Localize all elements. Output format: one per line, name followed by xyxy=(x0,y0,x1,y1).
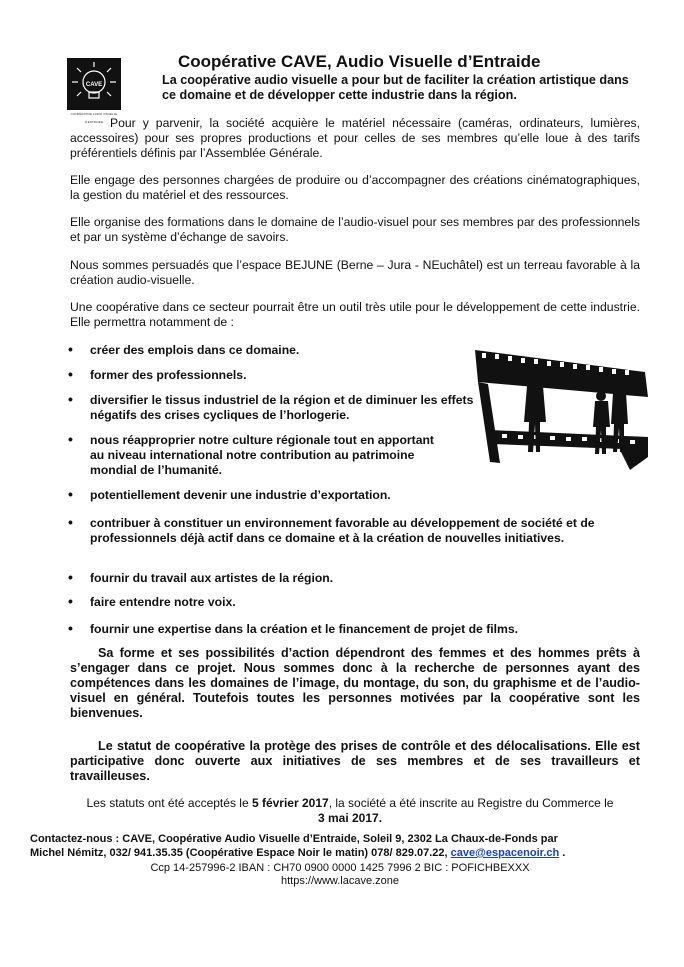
list-item-text: potentiellement devenir une industrie d’exportation. xyxy=(90,488,391,502)
svg-text:CAVE: CAVE xyxy=(85,82,103,88)
paragraph-recherche: Sa forme et ses possibilités d’action dépendront des femmes et des hommes prêts à s’engager dans ce projet. Nous sommes donc à la recherche de personnes ayant des compétences dans les domaines de l’image, du montage, du son, du graphisme et de l’audio-visuel en général. Toutefois toutes les personnes motivées par la coopérative sont les bienvenues. xyxy=(70,646,640,720)
logo-caption-text: COOPÉRATIVE AUDIO VISUELLE D'ENTRAIDE xyxy=(70,112,118,124)
bullet-icon: • xyxy=(68,569,73,585)
bullet-icon: • xyxy=(68,341,73,357)
film-strip-illustration xyxy=(470,342,650,472)
list-item-text: fournir une expertise dans la création et le financement de projet de films. xyxy=(90,622,519,636)
paragraph-cooperative: Une coopérative dans ce secteur pourrait être un outil très utile pour le développement de cette industrie. Elle permettra notamment de : xyxy=(70,300,640,329)
list-item-text: créer des emplois dans ce domaine. xyxy=(90,343,300,357)
list-item-text: fournir du travail aux artistes de la région. xyxy=(90,571,334,585)
lightbulb-icon xyxy=(67,58,121,110)
list-item xyxy=(60,343,299,358)
list-item-text: former des professionnels. xyxy=(90,368,247,382)
statuts-note xyxy=(50,796,650,826)
list-item xyxy=(60,433,450,478)
statuts-end: . xyxy=(378,811,383,825)
statuts-text: Les statuts ont été acceptés le xyxy=(86,796,252,810)
paragraph-materiel: Pour y parvenir, la société acquière le matériel nécessaire (caméras, ordinateurs, lumières, accessoires) pour ses propres productions et pour celles de ses membres qu’elle loue à des tarifs préférentiels définis par l’Assemblée Générale. xyxy=(70,116,640,160)
list-item xyxy=(60,622,650,637)
bullet-icon: • xyxy=(68,620,73,636)
statuts-date-acceptance: 5 février 2017 xyxy=(251,796,329,810)
page-title: Coopérative CAVE, Audio Visuelle d’Entraide xyxy=(178,52,541,71)
paragraph-engage: Elle engage des personnes chargées de produire ou d’accompagner des créations cinématographiques, la gestion du matériel et des ressources. xyxy=(70,173,640,202)
bullet-icon: • xyxy=(68,366,73,382)
paragraph-formations: Elle organise des formations dans le domaine de l’audio-visuel pour ses membres par des professionnels et par un système d’échange de savoirs. xyxy=(70,215,640,244)
list-item-text: diversifier le tissus industriel de la région et de diminuer les effets négatifs des crises cycliques de l’horlogerie. xyxy=(90,393,474,422)
cave-logo xyxy=(67,58,121,124)
list-item-text: nous réapproprier notre culture régionale tout en apportant au niveau international notre contribution au patrimoine mondial de l’humanité. xyxy=(90,433,434,477)
list-item xyxy=(60,368,246,383)
list-item xyxy=(60,488,480,503)
statuts-text: , la société a été inscrite au Registre du Commerce le xyxy=(328,796,614,810)
bullet-icon: • xyxy=(68,391,73,407)
statuts-date-registry: 3 mai 2017 xyxy=(317,811,379,825)
list-item-text: contribuer à constituer un environnement favorable au développement de société et de professionnels déjà actif dans ce domaine et à la création de nouvelles initiatives. xyxy=(90,516,595,545)
contact-line xyxy=(30,847,565,860)
list-item xyxy=(60,595,630,610)
contact-line: Contactez-nous : CAVE, Coopérative Audio Visuelle d’Entraide, Soleil 9, 2302 La Chaux-de-Fonds par xyxy=(30,833,558,845)
contact-end: . xyxy=(559,847,566,859)
website-link[interactable]: https://www.lacave.zone xyxy=(280,875,399,887)
bullet-icon: • xyxy=(68,514,73,530)
bank-details: Ccp 14-257996-2 IBAN : CH70 0900 0000 1425 7996 2 BIC : POFICHBEXXX xyxy=(150,862,530,874)
email-link[interactable]: cave@espacenoir.ch xyxy=(450,847,560,859)
list-item-text: faire entendre notre voix. xyxy=(90,595,236,609)
bullet-icon: • xyxy=(68,593,73,609)
paragraph-statut: Le statut de coopérative la protège des prises de contrôle et des délocalisations. Elle est participative donc ouverte aux initiatives de ses membres et de ses travailleurs et travailleuses. xyxy=(70,739,640,783)
bullet-icon: • xyxy=(68,486,73,502)
list-item xyxy=(60,393,480,423)
paragraph-bejune: Nous sommes persuadés que l’espace BEJUNE (Berne – Jura - NEuchâtel) est un terreau favorable à la création audio-visuelle. xyxy=(70,258,640,287)
bullet-icon: • xyxy=(68,431,73,447)
list-item xyxy=(60,571,630,586)
contact-phone-text: Michel Némitz, 032/ 941.35.35 (Coopérative Espace Noir le matin) 078/ 829.07.22, xyxy=(30,847,451,859)
intro-paragraph: La coopérative audio visuelle a pour but de faciliter la création artistique dans ce domaine et de développer cette industrie dans la région. xyxy=(162,73,629,102)
list-item xyxy=(60,516,630,546)
